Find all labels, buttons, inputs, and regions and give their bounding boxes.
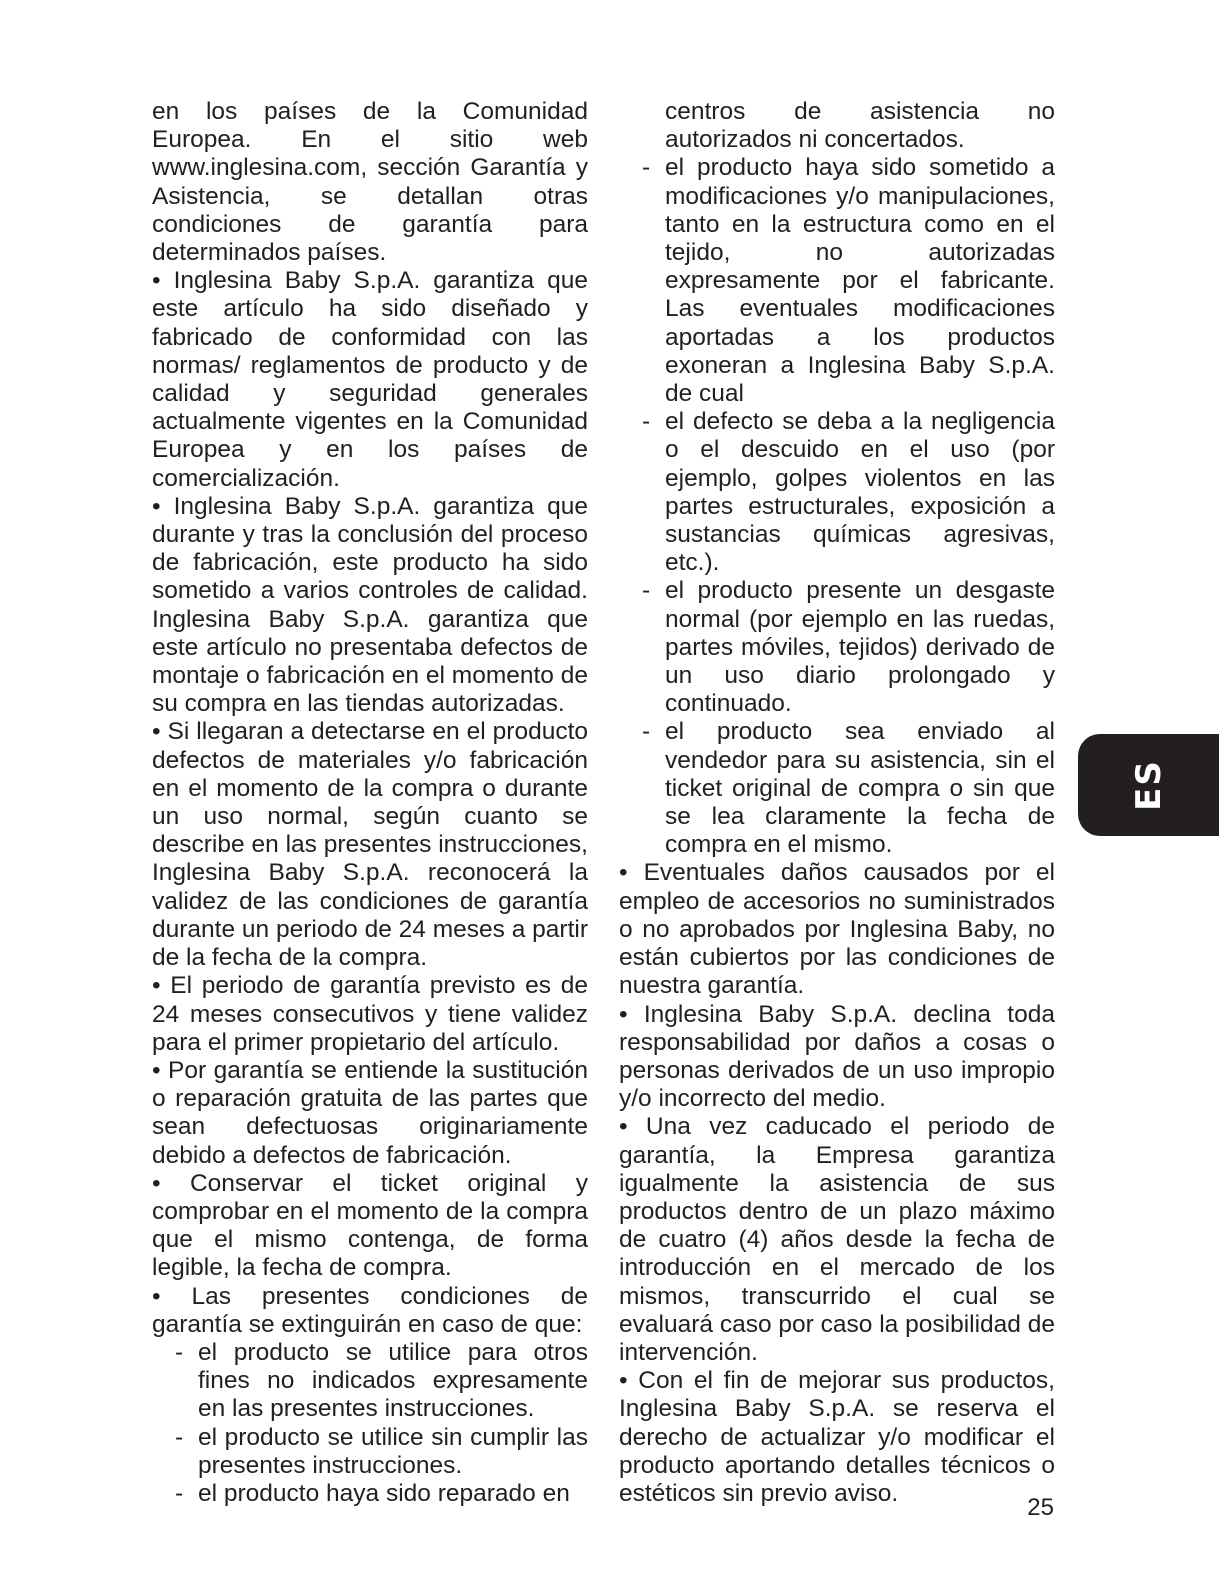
dash-marker: - bbox=[642, 154, 651, 182]
left-column bbox=[152, 98, 588, 1508]
bullet-paragraph: • Con el fin de mejorar sus productos, Inglesina Baby S.p.A. se reserva el derecho de actualizar y/o modificar el producto aportando detalles técnicos o estéticos sin previo aviso. bbox=[619, 1367, 1055, 1507]
dash-marker: - bbox=[175, 1479, 184, 1507]
list-item bbox=[175, 1338, 588, 1424]
dash-marker: - bbox=[642, 718, 651, 746]
list-item-text: centros de asistencia no autorizados ni concertados. bbox=[665, 98, 1055, 154]
list-item bbox=[175, 1479, 588, 1508]
dash-marker: - bbox=[642, 577, 651, 605]
list-item bbox=[175, 1423, 588, 1480]
list-item-text: el producto presente un desgaste normal (por ejemplo en las ruedas, partes móviles, tejidos) derivado de un uso diario prolongado y continuado. bbox=[665, 577, 1055, 718]
language-tab bbox=[1078, 734, 1219, 836]
right-column bbox=[619, 98, 1055, 1508]
list-item-text: el producto se utilice sin cumplir las presentes instrucciones. bbox=[198, 1423, 588, 1479]
dash-marker: - bbox=[175, 1338, 184, 1366]
intro-paragraph: en los países de la Comunidad Europea. En el sitio web www.inglesina.com, sección Garantía y Asistencia, se detallan otras condiciones de garantía para determinados países. bbox=[152, 98, 588, 267]
page-number: 25 bbox=[1027, 1494, 1054, 1521]
list-item-text: el producto se utilice para otros fines no indicados expresamente en las presentes instrucciones. bbox=[198, 1338, 588, 1423]
bullet-paragraph: • Conservar el ticket original y comprobar en el momento de la compra que el mismo contenga, de forma legible, la fecha de compra. bbox=[152, 1169, 588, 1282]
dash-marker: - bbox=[175, 1423, 184, 1451]
list-item bbox=[642, 154, 1055, 408]
list-item-text: el producto sea enviado al vendedor para su asistencia, sin el ticket original de compra o sin que se lea claramente la fecha de compra en el mismo. bbox=[665, 718, 1055, 859]
bullet-paragraph: • Eventuales daños causados por el empleo de accesorios no suministrados o no aprobados por Inglesina Baby, no están cubiertos por las condiciones de nuestra garantía. bbox=[619, 859, 1055, 1000]
bullet-paragraph: • Por garantía se entiende la sustitución o reparación gratuita de las partes que sean defectuosas originariamente debido a defectos de fabricación. bbox=[152, 1056, 588, 1169]
bullet-paragraph: • Una vez caducado el periodo de garantía, la Empresa garantiza igualmente la asistencia de sus productos dentro de un plazo máximo de cuatro (4) años desde la fecha de introducción en el mercado de los mismos, transcurrido el cual se evaluará caso por caso la posibilidad de intervención. bbox=[619, 1113, 1055, 1366]
list-item-text: el producto haya sido reparado en bbox=[198, 1479, 570, 1507]
bullet-paragraph: • Inglesina Baby S.p.A. declina toda responsabilidad por daños a cosas o personas derivados de un uso impropio y/o incorrecto del medio. bbox=[619, 1000, 1055, 1113]
language-tab-label: ES bbox=[1128, 759, 1169, 811]
bullet-paragraph: • El periodo de garantía previsto es de 24 meses consecutivos y tiene validez para el primer propietario del artículo. bbox=[152, 972, 588, 1056]
list-item-continuation bbox=[665, 98, 1055, 154]
list-item bbox=[642, 408, 1055, 577]
list-item bbox=[642, 718, 1055, 859]
exclusion-list bbox=[152, 1339, 588, 1508]
bullet-paragraph: • Las presentes condiciones de garantía se extinguirán en caso de que: bbox=[152, 1282, 588, 1338]
bullet-paragraph: • Si llegaran a detectarse en el producto defectos de materiales y/o fabricación en el momento de la compra o durante un uso normal, según cuanto se describe en las presentes instrucciones, Inglesina Baby S.p.A. reconocerá la validez de las condiciones de garantía durante un periodo de 24 meses a partir de la fecha de la compra. bbox=[152, 718, 588, 972]
exclusion-list-continued bbox=[619, 98, 1055, 859]
bullet-paragraph: • Inglesina Baby S.p.A. garantiza que durante y tras la conclusión del proceso de fabricación, este producto ha sido sometido a varios controles de calidad. Inglesina Baby S.p.A. garantiza que este artículo no presentaba defectos de montaje o fabricación en el momento de su compra en las tiendas autorizadas. bbox=[152, 492, 588, 718]
dash-marker: - bbox=[642, 408, 651, 436]
list-item-text: el producto haya sido sometido a modificaciones y/o manipulaciones, tanto en la estructura como en el tejido, no autorizadas expresamente por el fabricante. Las eventuales modificaciones aportadas a los productos exoneran a Inglesina Baby S.p.A. de cual bbox=[665, 154, 1055, 408]
list-item-text: el defecto se deba a la negligencia o el descuido en el uso (por ejemplo, golpes violentos en las partes estructurales, exposición a sustancias químicas agresivas, etc.). bbox=[665, 408, 1055, 577]
bullet-paragraph: • Inglesina Baby S.p.A. garantiza que este artículo ha sido diseñado y fabricado de conformidad con las normas/ reglamentos de producto y de calidad y seguridad generales actualmente vigentes en la Comunidad Europea y en los países de comercialización. bbox=[152, 267, 588, 492]
list-item bbox=[642, 577, 1055, 718]
